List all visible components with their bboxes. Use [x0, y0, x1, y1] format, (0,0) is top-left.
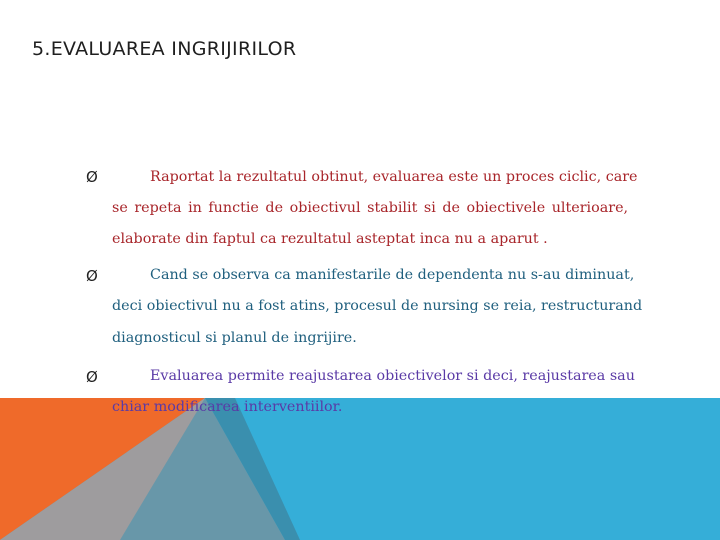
slide-title: 5.EVALUAREA INGRIJIRILOR: [32, 38, 297, 60]
bullet-arrow-icon: Ø: [86, 168, 98, 186]
bullet-3-line-2: chiar modificarea interventiilor.: [112, 399, 343, 415]
bullet-1-line-2: se repeta in functie de obiectivul stabilit si de obiectivele ulterioare,: [112, 200, 629, 216]
bullet-3-line-1: Evaluarea permite reajustarea obiectivelor si deci, reajustarea sau: [150, 368, 635, 384]
bullet-2-line-1: Cand se observa ca manifestarile de dependenta nu s-au diminuat,: [150, 267, 635, 283]
bullet-arrow-icon: Ø: [86, 267, 98, 285]
bullet-1-line-1: Raportat la rezultatul obtinut, evaluarea este un proces ciclic, care: [150, 169, 638, 185]
bullet-1-line-3: elaborate din faptul ca rezultatul asteptat inca nu a aparut .: [112, 231, 548, 247]
bullet-2-line-3: diagnosticul si planul de ingrijire.: [112, 330, 357, 346]
bullet-2-line-2: deci obiectivul nu a fost atins, procesul de nursing se reia, restructurand: [112, 298, 643, 314]
bullet-arrow-icon: Ø: [86, 368, 98, 386]
